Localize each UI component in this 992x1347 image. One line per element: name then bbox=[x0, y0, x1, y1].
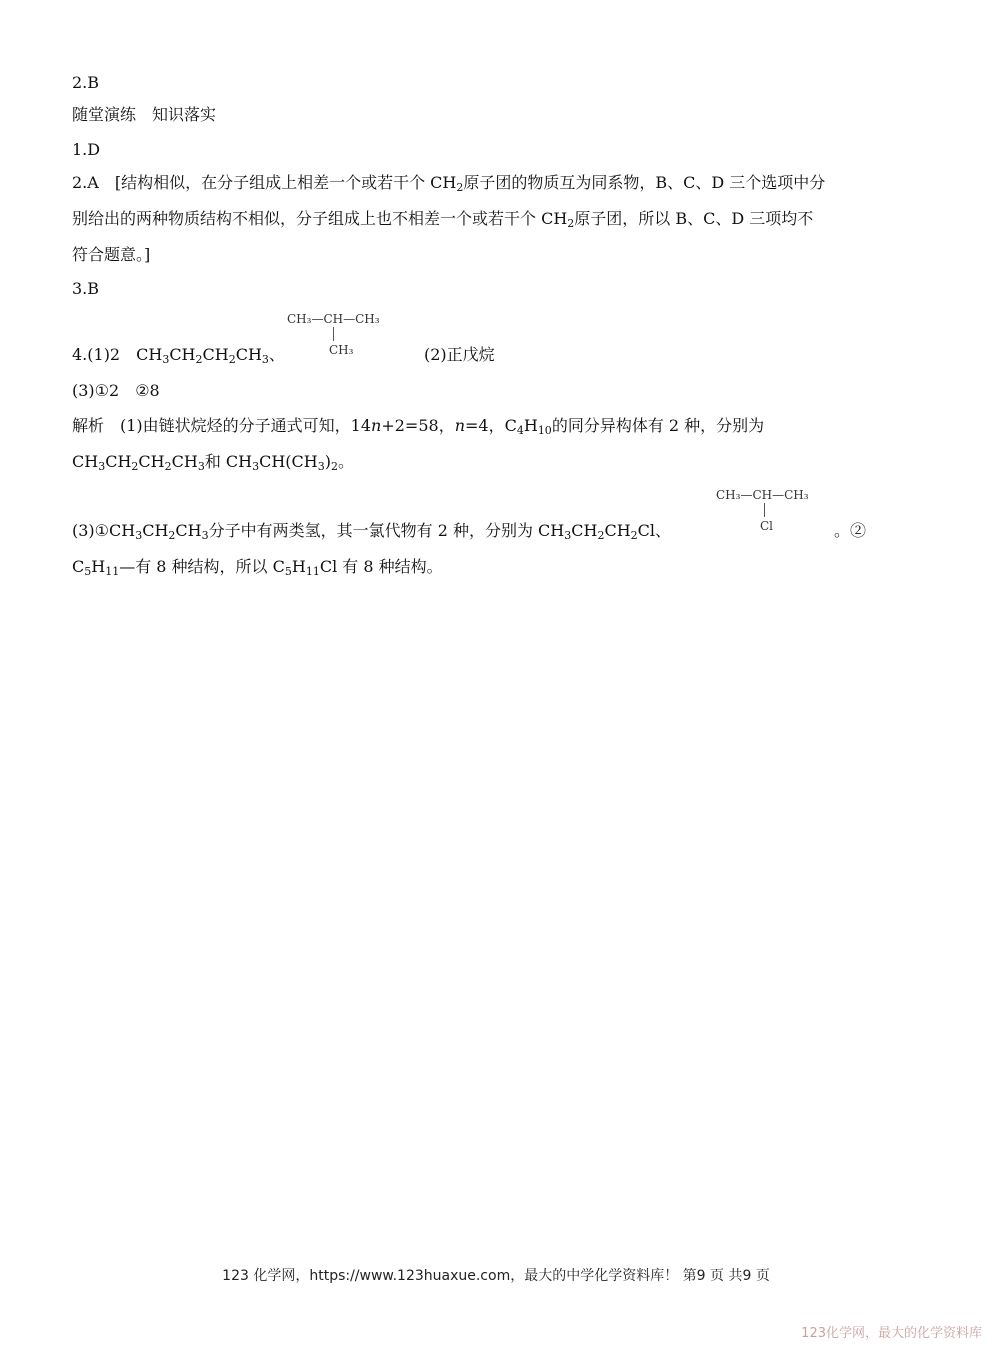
isobutane-structure bbox=[287, 312, 407, 358]
chloropropane-main-chain: CH₃—CH—CH₃ bbox=[716, 488, 809, 502]
analysis-line2: $CH_3CH_2CH_2CH_3$和 $CH_3CH(CH_3)_2$。 bbox=[72, 452, 355, 473]
watermark: 123化学网，最大的化学资料库 bbox=[801, 1326, 982, 1341]
isobutane-branch: CH₃ bbox=[329, 343, 354, 357]
exercise-3-answer: 3.B bbox=[72, 279, 100, 298]
exercise-1-answer: 1.D bbox=[72, 140, 101, 159]
exercise-2-answer-line3: 符合题意。] bbox=[72, 245, 151, 264]
exercise-4-part1: 4.(1)2 $CH_3CH_2CH_2CH_3$、 bbox=[72, 345, 285, 366]
chloropropane-branch: Cl bbox=[760, 519, 774, 533]
isobutane-bond bbox=[333, 327, 334, 341]
analysis-line1: 解析 (1)由链状烷烃的分子通式可知，14n+2=58，n=4，$C_4H_{10}$的同分异构体有 2 种，分别为 bbox=[72, 416, 765, 437]
page-footer: 123 化学网，https://www.123huaxue.com，最大的中学化学资料库！ 第9 页 共9 页 bbox=[222, 1268, 770, 1284]
exercise-2-answer-line1: 2.A [结构相似，在分子组成上相差一个或若干个 $CH_2$原子团的物质互为同系物，B、C、D 三个选项中分 bbox=[72, 173, 826, 194]
answer-2: 2.B bbox=[72, 73, 100, 92]
exercise-4-part2: (2)正戊烷 bbox=[424, 345, 495, 364]
isobutane-main-chain: CH₃—CH—CH₃ bbox=[287, 312, 380, 326]
analysis-line3-end: 。② bbox=[834, 521, 867, 540]
chloropropane-bond bbox=[764, 503, 765, 517]
exercise-4-part3: (3)①2 ②8 bbox=[72, 381, 160, 400]
exercise-2-answer-line2: 别给出的两种物质结构不相似，分子组成上也不相差一个或若干个 $CH_2$原子团，所以 B、C、D 三项均不 bbox=[72, 209, 814, 230]
chloropropane-structure bbox=[716, 488, 836, 534]
section-heading: 随堂演练 知识落实 bbox=[72, 105, 217, 124]
analysis-line3: $(3)①CH_3CH_2CH_3$分子中有两类氢，其一氯代物有 2 种，分别为 $CH_3CH_2CH_2Cl$、 bbox=[72, 521, 672, 542]
analysis-line4: $C_5H_{11}—$有 8 种结构，所以 $C_5H_{11}Cl$ 有 8 种结构。 bbox=[72, 557, 443, 578]
